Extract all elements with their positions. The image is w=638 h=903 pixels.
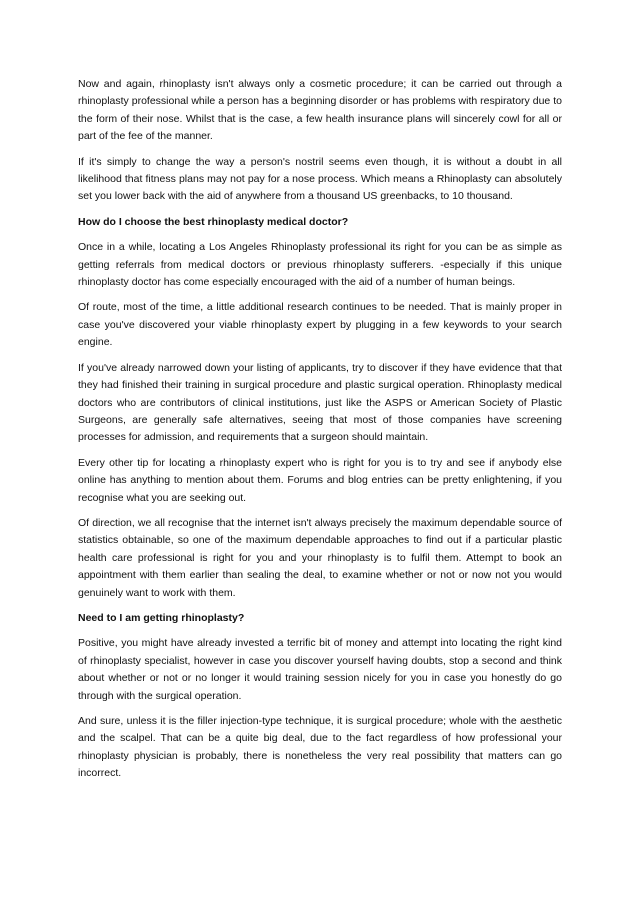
paragraph-1: Now and again, rhinoplasty isn't always only a cosmetic procedure; it can be carried out through a rhinoplasty professional while a person has a beginning disorder or has problems with respiratory due to the form of their nose. Whilst that is the case, a few health insurance plans will sincerely cowl for all or part of the fee of the manner. (78, 78, 562, 143)
paragraph-2: If it's simply to change the way a person's nostril seems even though, it is without a doubt in all likelihood that fitness plans may not pay for a nose process. Which means a Rhinoplasty can absolutely set you lower back with the aid of anywhere from a thousand US greenbacks, to 10 thousand. (78, 155, 562, 203)
paragraph-5: If you've already narrowed down your listing of applicants, try to discover if they have evidence that that they had finished their training in surgical procedure and plastic surgical operation. Rhinoplasty medical doctors who are contributors of clinical institutions, just like the ASPS or American Society of Plastic Surgeons, are generally safe alternatives, seeing that most of those companies have screening processes for admission, and requirements that a surgeon should maintain. (78, 361, 562, 444)
heading-need-rhinoplasty: Need to I am getting rhinoplasty? (78, 611, 245, 624)
paragraph-6: Every other tip for locating a rhinoplasty expert who is right for you is to try and see if anybody else online has anything to mention about them. Forums and blog entries can be pretty enlightening, if you recognise what you are seeking out. (78, 456, 562, 504)
heading-choose-doctor: How do I choose the best rhinoplasty medical doctor? (78, 215, 349, 228)
paragraph-8: Positive, you might have already invested a terrific bit of money and attempt into locating the right kind of rhinoplasty specialist, however in case you discover yourself having doubts, stop a second and think about whether or not or no longer it would training session nicely for you in case you honestly do go through with the surgical operation. (78, 637, 562, 702)
paragraph-9: And sure, unless it is the filler injection-type technique, it is surgical procedure; whole with the aesthetic and the scalpel. That can be a quite big deal, due to the fact regardless of how professional your rhinoplasty physician is probably, there is nonetheless the very real possibility that matters can go incorrect. (78, 715, 562, 780)
paragraph-7: Of direction, we all recognise that the internet isn't always precisely the maximum dependable source of statistics obtainable, so one of the maximum dependable approaches to find out if a particular plastic health care professional is right for you and your rhinoplasty is to fulfil them. Attempt to book an appointment with them earlier than sealing the deal, to examine whether or not or now not you would genuinely want to work with them. (78, 516, 562, 599)
paragraph-3: Once in a while, locating a Los Angeles Rhinoplasty professional its right for you can be as simple as getting referrals from medical doctors or previous rhinoplasty sufferers. -especially if this unique rhinoplasty doctor has come especially encouraged with the aid of a number of human beings. (78, 241, 562, 289)
paragraph-4: Of route, most of the time, a little additional research continues to be needed. That is mainly proper in case you've discovered your viable rhinoplasty expert by plugging in a few keywords to your search engine. (78, 301, 562, 349)
